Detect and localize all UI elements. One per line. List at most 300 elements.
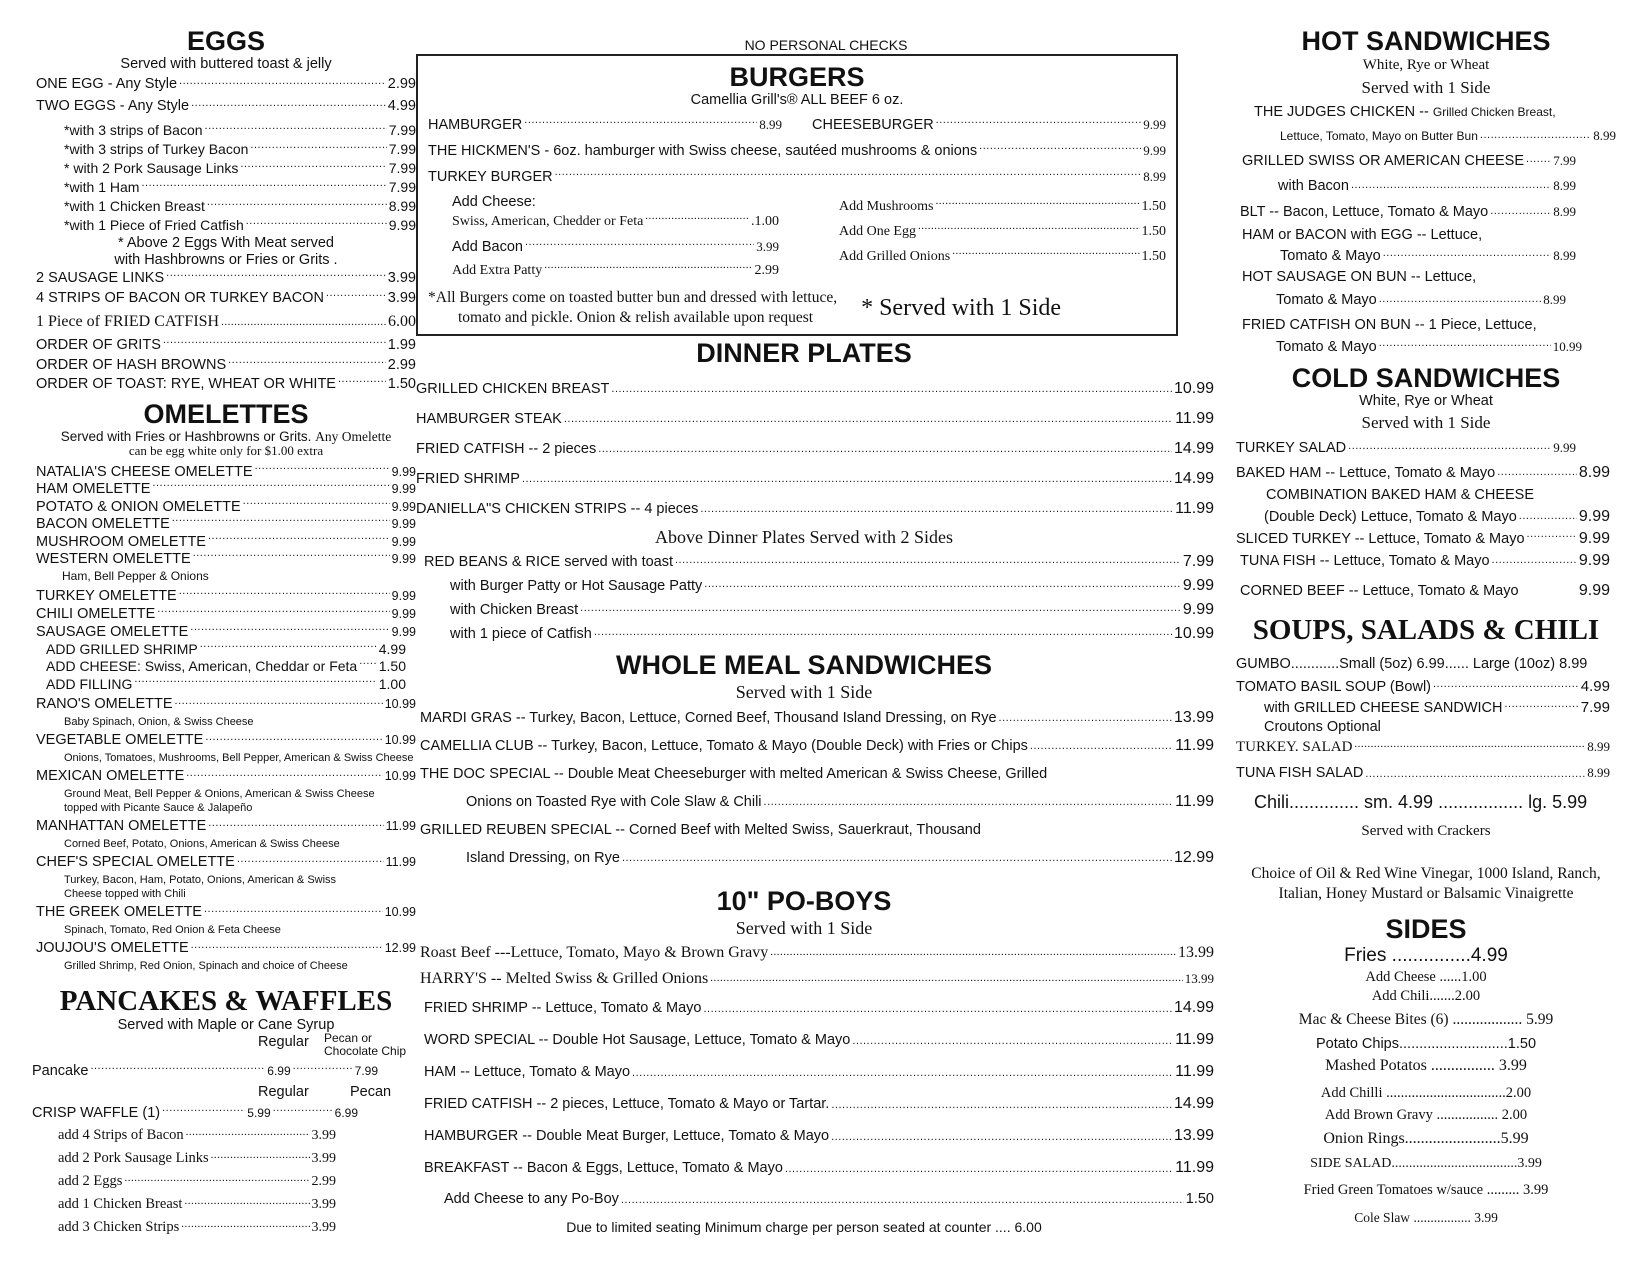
pancake-add	[58, 1170, 336, 1193]
ham-egg-line-1: HAM or BACON with EGG -- Lettuce,	[1242, 227, 1483, 243]
leader-dots	[211, 1150, 310, 1162]
potato-chips-row: Potato Chips...........................1.50	[1315, 1036, 1537, 1052]
egg-extra-item	[36, 308, 416, 336]
item-price: 10.99	[384, 769, 416, 783]
item-name: FRIED SHRIMP	[416, 471, 520, 487]
item-name: with 1 piece of Catfish	[450, 626, 592, 642]
crackers-note: Served with Crackers	[1361, 823, 1491, 839]
dinner-title: DINNER PLATES	[696, 338, 912, 368]
poboy-item	[420, 1152, 1214, 1184]
eggs-note-2: with Hashbrowns or Fries or Grits .	[114, 252, 338, 268]
turkey-burger-row: TURKEY BURGER ..... 8.99	[428, 167, 1166, 187]
croutons-note: Croutons Optional	[1264, 719, 1381, 735]
item-price: 2.99	[387, 356, 416, 373]
burgers-title: BURGERS	[729, 62, 865, 92]
egg-with-item	[64, 197, 416, 216]
red-beans-row: RED BEANS & RICE served with toast ..... 7.99	[424, 550, 1214, 574]
leader-dots	[207, 199, 387, 211]
item-name: 4 STRIPS OF BACON OR TURKEY BACON	[36, 289, 324, 306]
leader-dots	[255, 464, 390, 476]
burger-served-with: * Served with 1 Side	[861, 294, 1062, 321]
omelette-add	[46, 658, 406, 676]
item-price: 11.99	[1175, 1159, 1214, 1176]
leader-dots	[134, 677, 376, 689]
leader-dots	[221, 314, 386, 326]
item-price: 1.50	[387, 376, 416, 392]
item-price: 11.99	[385, 819, 416, 833]
leader-dots	[186, 1127, 310, 1139]
item-price: 1.00	[378, 675, 406, 692]
leader-dots	[208, 818, 383, 830]
omelette-special-desc: Ground Meat, Bell Pepper & Onions, American & Swiss Cheese	[64, 788, 375, 800]
item-name: ORDER OF GRITS	[36, 337, 161, 353]
egg-with-item	[64, 140, 416, 159]
sliced-turkey-row: SLICED TURKEY -- Lettuce, Tomato & Mayo ..... 9.99	[1236, 530, 1616, 548]
omelettes-list	[36, 464, 416, 569]
leader-dots	[326, 290, 386, 302]
pancake-col-pecan: Pecan or Chocolate Chip	[324, 1031, 407, 1058]
item-price: 4.99	[378, 640, 406, 657]
dressing-line-2: Italian, Honey Mustard or Balsamic Vinaigrette	[1278, 885, 1574, 902]
leader-dots	[250, 142, 386, 154]
item-price: 3.99	[387, 270, 416, 286]
item-name: with Chicken Breast	[450, 602, 579, 618]
eggs-list	[36, 73, 416, 117]
leader-dots	[852, 1032, 1173, 1044]
egg-with-item	[64, 178, 416, 197]
item-price: 1.99	[387, 337, 416, 353]
pancake-add	[58, 1216, 336, 1239]
tomato-soup-row: TOMATO BASIL SOUP (Bowl) ..... 4.99	[1236, 676, 1616, 698]
eggs-with-list	[36, 121, 416, 235]
leader-dots	[704, 578, 1181, 590]
item-price: 13.99	[1173, 1127, 1214, 1144]
item-name: BACON OMELETTE	[36, 516, 170, 532]
leader-dots	[208, 534, 390, 546]
omelette-special	[36, 937, 416, 959]
item-price: 11.99	[1175, 1031, 1214, 1048]
omelette-special-desc: Turkey, Bacon, Ham, Potato, Onions, American & Swiss	[64, 874, 337, 886]
poboys-served: Served with 1 Side	[735, 918, 873, 938]
leader-dots	[228, 357, 386, 369]
leader-dots	[594, 626, 1172, 638]
fried-catfish-bun-row: Tomato & Mayo ..... 10.99	[1236, 337, 1616, 357]
item-price: 3.99	[311, 1220, 336, 1235]
dinner-item	[416, 434, 1214, 464]
leader-dots	[200, 642, 377, 654]
add-cheese-row: Swiss, American, Chedder or Feta ..... .1.00	[452, 212, 779, 231]
leader-dots	[163, 337, 386, 349]
omelette-special-desc: Cheese topped with Chili	[64, 888, 186, 900]
poboy-item	[420, 1056, 1214, 1088]
burger-note-2: tomato and pickle. Onion & relish available upon request	[458, 309, 814, 326]
item-name: 2 SAUSAGE LINKS	[36, 270, 165, 286]
leader-dots	[246, 218, 387, 230]
item-price: 11.99	[1175, 410, 1214, 427]
leader-dots	[204, 904, 383, 916]
right-column	[1236, 0, 1616, 1232]
item-price: 2.99	[387, 76, 416, 92]
omelette-item	[36, 623, 416, 641]
item-price: 14.99	[1173, 999, 1214, 1016]
item-name: add 2 Pork Sausage Links	[58, 1150, 209, 1166]
leader-dots	[191, 98, 386, 110]
leader-dots	[700, 501, 1173, 513]
leader-dots	[243, 499, 390, 511]
item-price: 2.99	[311, 1174, 336, 1189]
burger-adds	[428, 193, 1166, 280]
leader-dots	[152, 481, 389, 493]
omelette-item	[36, 587, 416, 605]
dinner-list	[416, 374, 1214, 524]
omelette-add	[46, 641, 406, 659]
mardi-gras-row: MARDI GRAS -- Turkey, Bacon, Lettuce, Corned Beef, Thousand Island Dressing, on Rye ..... 13.99	[420, 704, 1214, 732]
omelettes-subtitle-2: can be egg white only for $1.00 extra	[128, 442, 324, 458]
leader-dots	[205, 123, 387, 135]
add-onions-row: Add Grilled Onions ..... 1.50	[839, 247, 1166, 266]
add-bacon-row: Add Bacon ..... 3.99	[452, 237, 779, 257]
burger-row-1: HAMBURGER ..... 8.99 CHEESEBURGER ..... 9.99	[428, 115, 1166, 135]
leader-dots	[359, 659, 377, 671]
item-price: 9.99	[1182, 601, 1214, 618]
eggs-title: EGGS	[186, 26, 266, 56]
hot-title: HOT SANDWICHES	[1301, 26, 1551, 56]
omelettes-subtitle: Served with Fries or Hashbrowns or Grits. Any Omelette	[60, 428, 392, 444]
item-price: 9.99	[388, 217, 416, 233]
item-name: MUSHROOM OMELETTE	[36, 533, 206, 550]
item-name: 1 Piece of FRIED CATFISH	[36, 313, 220, 330]
item-name: HAMBURGER STEAK	[416, 411, 562, 427]
fries-add-chili: Add Chili.......2.00	[1371, 988, 1481, 1004]
leader-dots	[190, 624, 389, 636]
item-price: 9.99	[391, 624, 416, 639]
combo-line-1: COMBINATION BAKED HAM & CHEESE	[1266, 487, 1535, 503]
item-price: 13.99	[1184, 971, 1214, 986]
baked-ham-row: BAKED HAM -- Lettuce, Tomato & Mayo ..... 8.99	[1236, 460, 1616, 486]
cold-served: Served with 1 Side	[1361, 413, 1491, 432]
leader-dots	[770, 945, 1176, 957]
judges-row: Lettuce, Tomato, Mayo on Butter Bun ..... 8.99	[1236, 123, 1616, 149]
dressing-line-1: Choice of Oil & Red Wine Vinegar, 1000 Island, Ranch,	[1251, 865, 1601, 882]
tuna-salad-row: TUNA FISH SALAD ..... 8.99	[1236, 758, 1616, 788]
item-price: 9.99	[391, 588, 416, 603]
fried-catfish-bun-line-1: FRIED CATFISH ON BUN -- 1 Piece, Lettuce,	[1242, 317, 1537, 333]
omelette-special-desc: Onions, Tomatoes, Mushrooms, Bell Pepper, American & Swiss Cheese	[64, 752, 414, 764]
omelette-item	[36, 534, 416, 552]
doc-special-line-1: THE DOC SPECIAL -- Double Meat Cheeseburger with melted American & Swiss Cheese, Grilled	[420, 766, 1048, 782]
item-name: NATALIA'S CHEESE OMELETTE	[36, 463, 253, 480]
add-egg-row: Add One Egg ..... 1.50	[839, 222, 1166, 241]
fries-row: Fries ...............4.99	[1344, 945, 1508, 966]
leader-dots	[237, 854, 384, 866]
item-name: *with 3 strips of Bacon	[64, 122, 203, 138]
omelettes-title: OMELETTES	[143, 398, 309, 429]
item-name: TWO EGGS - Any Style	[36, 98, 190, 114]
item-name: POTATO & ONION OMELETTE	[36, 498, 241, 515]
leader-dots	[191, 940, 383, 952]
item-price: 7.99	[388, 141, 416, 157]
omelette-item	[36, 551, 416, 569]
leader-dots	[785, 1160, 1173, 1172]
chili-row: Chili.............. sm. 4.99 ................. lg. 5.99	[1254, 792, 1588, 812]
omelette-item	[36, 499, 416, 517]
item-name: add 2 Eggs	[58, 1173, 123, 1189]
left-column	[32, 0, 416, 1239]
poboy-item	[420, 940, 1214, 966]
poboy-item	[420, 992, 1214, 1024]
whole-served: Served with 1 Side	[735, 682, 873, 702]
item-price: 11.99	[1175, 1063, 1214, 1080]
pancake-add	[58, 1147, 336, 1170]
onion-rings-row: Onion Rings........................5.99	[1323, 1130, 1529, 1147]
leader-dots	[184, 1196, 309, 1208]
egg-extra-item	[36, 289, 416, 309]
eggs-note-1: * Above 2 Eggs With Meat served	[118, 235, 334, 251]
leader-dots	[632, 1064, 1173, 1076]
cold-title: COLD SANDWICHES	[1291, 363, 1561, 393]
leader-dots	[522, 471, 1172, 483]
pancakes-title: PANCAKES & WAFFLES	[59, 985, 393, 1017]
doc-special-row: Onions on Toasted Rye with Cole Slaw & Chili ..... 11.99	[420, 788, 1214, 816]
item-name: *with 1 Ham	[64, 179, 140, 195]
red-beans-options	[424, 574, 1214, 646]
item-name: CHEF'S SPECIAL OMELETTE	[36, 854, 235, 870]
item-name: *with 1 Piece of Fried Catfish	[64, 217, 244, 233]
grilled-swiss-bacon-row: with Bacon ..... 8.99	[1236, 173, 1616, 199]
add-mushrooms-row: Add Mushrooms ..... 1.50	[839, 197, 1166, 216]
eggs-extras-list	[36, 269, 416, 395]
waffle-col-regular: Regular	[258, 1084, 309, 1100]
item-name: HAMBURGER -- Double Meat Burger, Lettuce, Tomato & Mayo	[424, 1128, 830, 1144]
leader-dots	[193, 551, 390, 563]
middle-column	[416, 0, 1214, 1240]
item-name: FRIED CATFISH -- 2 pieces, Lettuce, Tomato & Mayo or Tartar.	[424, 1096, 830, 1112]
omelette-special-desc: topped with Picante Sauce & Jalapeño	[64, 802, 253, 814]
hot-sausage-line-1: HOT SAUSAGE ON BUN -- Lettuce,	[1242, 269, 1477, 285]
leader-dots	[564, 411, 1173, 423]
poboy-item	[420, 1088, 1214, 1120]
add-cheese-label: Add Cheese:	[452, 194, 536, 210]
item-name: ADD CHEESE: Swiss, American, Cheddar or Feta	[46, 658, 358, 674]
omelette-specials	[36, 693, 416, 973]
grilled-swiss-row: GRILLED SWISS OR AMERICAN CHEESE ..... 7.99	[1236, 149, 1616, 173]
omelette-add	[46, 676, 406, 694]
item-price: 9.99	[1182, 577, 1214, 594]
poboys-list	[420, 940, 1214, 1184]
add-patty-row: Add Extra Patty ..... 2.99	[452, 261, 779, 280]
burgers-subtitle: Camellia Grill's® ALL BEEF 6 oz.	[690, 92, 904, 108]
egg-extra-item	[36, 375, 416, 395]
poboy-add-cheese-row: Add Cheese to any Po-Boy ..... 1.50	[438, 1184, 1214, 1214]
tuna-fish-row: TUNA FISH -- Lettuce, Tomato & Mayo ..... 9.99	[1236, 548, 1616, 574]
leader-dots	[179, 588, 390, 600]
leader-dots	[181, 1219, 309, 1231]
combo-row: (Double Deck) Lettuce, Tomato & Mayo ..... 9.99	[1236, 504, 1616, 530]
leader-dots	[611, 381, 1172, 393]
item-price: 9.99	[391, 482, 416, 496]
sides-title: SIDES	[1385, 914, 1467, 944]
omelette-special	[36, 901, 416, 923]
gumbo-row: GUMBO............Small (5oz) 6.99...... Large (10oz) 8.99	[1236, 656, 1588, 672]
omelette-item	[36, 605, 416, 623]
item-price: 7.99	[388, 179, 416, 195]
fried-green-tomatoes-row: Fried Green Tomatoes w/sauce ......... 3.99	[1303, 1182, 1549, 1198]
burger-note-1: *All Burgers come on toasted butter bun and dressed with lettuce,	[428, 289, 838, 306]
camellia-club-row: CAMELLIA CLUB -- Turkey, Bacon, Lettuce, Tomato & Mayo (Double Deck) with Fries or Chips ..... 11.99	[420, 732, 1214, 760]
omelette-special-desc: Corned Beef, Potato, Onions, American & Swiss Cheese	[64, 838, 340, 850]
omelette-special	[36, 765, 416, 787]
whole-meal-title: WHOLE MEAL SANDWICHES	[616, 650, 992, 680]
item-name: HAM OMELETTE	[36, 481, 151, 497]
item-name: WESTERN OMELETTE	[36, 551, 191, 567]
item-name: HAM -- Lettuce, Tomato & Mayo	[424, 1064, 631, 1080]
item-price: 12.99	[384, 941, 416, 955]
item-name: add 4 Strips of Bacon	[58, 1127, 184, 1143]
omelette-item	[36, 481, 416, 499]
item-name: with Burger Patty or Hot Sausage Patty	[450, 578, 703, 594]
western-note: Ham, Bell Pepper & Onions	[62, 568, 209, 583]
item-name: ONE EGG - Any Style	[36, 76, 178, 92]
egg-item	[36, 95, 416, 117]
item-name: ORDER OF TOAST: RYE, WHEAT OR WHITE	[36, 376, 336, 392]
ham-egg-row: Tomato & Mayo ..... 8.99	[1236, 245, 1616, 267]
blt-row: BLT -- Bacon, Lettuce, Tomato & Mayo ..... 8.99	[1236, 199, 1616, 225]
item-name: FRIED CATFISH -- 2 pieces	[416, 441, 597, 457]
omelette-special-desc: Grilled Shrimp, Red Onion, Spinach and choice of Cheese	[64, 960, 348, 972]
omelettes-list-2	[36, 587, 416, 641]
leader-dots	[580, 602, 1181, 614]
omelette-special	[36, 693, 416, 715]
mashed-add-chili: Add Chilli .................................2.00	[1320, 1085, 1532, 1101]
item-price: 9.99	[391, 517, 416, 531]
item-name: DANIELLA"S CHICKEN STRIPS -- 4 pieces	[416, 501, 699, 517]
soups-title: SOUPS, SALADS & CHILI	[1252, 614, 1600, 646]
cole-slaw-row: Cole Slaw ................. 3.99	[1354, 1210, 1498, 1225]
leader-dots	[172, 516, 390, 528]
item-name: VEGETABLE OMELETTE	[36, 732, 204, 748]
item-name: HARRY'S -- Melted Swiss & Grilled Onions	[420, 970, 709, 987]
red-beans-option	[450, 622, 1214, 646]
item-price: 10.99	[384, 905, 416, 919]
pancake-add	[58, 1124, 336, 1147]
item-price: 10.99	[1173, 380, 1214, 397]
waffle-col-pecan: Pecan	[350, 1084, 392, 1100]
fries-add-cheese: Add Cheese ......1.00	[1365, 969, 1487, 985]
omelette-special	[36, 815, 416, 837]
mashed-add-gravy: Add Brown Gravy ................. 2.00	[1324, 1107, 1528, 1123]
omelette-special	[36, 729, 416, 751]
dinner-item	[416, 374, 1214, 404]
egg-with-item	[64, 216, 416, 235]
item-price: 3.99	[311, 1197, 336, 1212]
red-beans-option	[450, 598, 1214, 622]
leader-dots	[338, 376, 386, 388]
item-name: RANO'S OMELETTE	[36, 696, 173, 712]
item-price: 11.99	[1175, 500, 1214, 517]
item-name: SAUSAGE OMELETTE	[36, 623, 189, 640]
item-name: ORDER OF HASH BROWNS	[36, 356, 227, 373]
item-name: ADD GRILLED SHRIMP	[46, 640, 198, 657]
item-price: 3.99	[387, 289, 416, 306]
poboy-item	[420, 966, 1214, 992]
item-name: *with 1 Chicken Breast	[64, 198, 205, 214]
egg-item	[36, 73, 416, 95]
item-name: TURKEY OMELETTE	[36, 587, 177, 604]
leader-dots	[179, 76, 386, 88]
dinner-served: Above Dinner Plates Served with 2 Sides	[655, 527, 953, 547]
pancake-add	[58, 1193, 336, 1216]
reuben-line-1: GRILLED REUBEN SPECIAL -- Corned Beef with Melted Swiss, Sauerkraut, Thousand	[420, 822, 981, 838]
item-name: BREAKFAST -- Bacon & Eggs, Lettuce, Tomato & Mayo	[424, 1160, 783, 1176]
item-name: CHILI OMELETTE	[36, 605, 156, 622]
mac-cheese-row: Mac & Cheese Bites (6) .................. 5.99	[1298, 1011, 1554, 1028]
tomato-grilled-row: with GRILLED CHEESE SANDWICH ..... 7.99	[1236, 698, 1616, 718]
waffle-row: CRISP WAFFLE (1) ..... 5.99 ..... 6.99	[32, 1104, 358, 1123]
mashed-potatos-row: Mashed Potatos ................ 3.99	[1325, 1057, 1527, 1074]
item-price: 14.99	[1173, 1095, 1214, 1112]
item-price: 9.99	[391, 552, 416, 566]
leader-dots	[703, 1000, 1171, 1012]
cold-turkey-salad-row: TURKEY SALAD ..... 9.99	[1236, 436, 1616, 460]
leader-dots	[831, 1128, 1172, 1140]
cold-bread: White, Rye or Wheat	[1359, 393, 1493, 409]
item-name: FRIED SHRIMP -- Lettuce, Tomato & Mayo	[424, 1000, 702, 1016]
item-price: 7.99	[388, 122, 416, 138]
leader-dots	[124, 1173, 309, 1185]
item-name: GRILLED CHICKEN BREAST	[416, 381, 610, 397]
reuben-row: Island Dressing, on Rye ..... 12.99	[420, 844, 1214, 872]
item-name: MEXICAN OMELETTE	[36, 768, 185, 784]
item-price: 1.50	[378, 658, 406, 674]
item-price: 13.99	[1178, 944, 1214, 961]
turkey-salad-row: TURKEY. SALAD ..... 8.99	[1236, 736, 1616, 758]
omelette-item	[36, 464, 416, 482]
omelette-special-desc: Baby Spinach, Onion, & Swiss Cheese	[64, 716, 254, 728]
omelette-adds	[36, 641, 416, 694]
leader-dots	[166, 270, 386, 282]
item-price: 10.99	[1173, 625, 1214, 642]
side-salad-row: SIDE SALAD....................................3.99	[1310, 1156, 1542, 1171]
omelette-special-desc: Spinach, Tomato, Red Onion & Feta Cheese	[64, 924, 281, 936]
item-price: 14.99	[1173, 440, 1214, 457]
item-price: 6.00	[388, 313, 416, 330]
item-name: JOUJOU'S OMELETTE	[36, 940, 189, 956]
poboy-item	[420, 1120, 1214, 1152]
dinner-item	[416, 464, 1214, 494]
item-price: 9.99	[391, 464, 416, 479]
egg-extra-item	[36, 356, 416, 376]
dinner-item	[416, 494, 1214, 524]
item-name: THE GREEK OMELETTE	[36, 904, 202, 920]
pancake-row: Pancake ..... 6.99 ..... 7.99	[32, 1062, 378, 1081]
leader-dots	[598, 441, 1172, 453]
corned-beef-row: CORNED BEEF -- Lettuce, Tomato & Mayo ..... 9.99	[1236, 574, 1616, 608]
item-price: 10.99	[384, 697, 416, 711]
egg-with-item	[64, 159, 416, 178]
hot-sausage-row: Tomato & Mayo ..... 8.99	[1236, 287, 1616, 313]
poboys-title: 10" PO-BOYS	[716, 886, 892, 916]
item-price: 4.99	[387, 98, 416, 114]
item-price: 7.99	[388, 160, 416, 176]
item-name: MANHATTAN OMELETTE	[36, 818, 207, 834]
omelette-special	[36, 851, 416, 873]
minimum-charge: Due to limited seating Minimum charge per person seated at counter .... 6.00	[566, 1219, 1042, 1235]
judges-line-1: THE JUDGES CHICKEN -- Grilled Chicken Breast,	[1254, 104, 1556, 120]
item-price: 11.99	[385, 855, 416, 869]
item-price: 9.99	[391, 534, 416, 549]
eggs-subtitle: Served with buttered toast & jelly	[120, 56, 332, 72]
hot-served: Served with 1 Side	[1361, 78, 1491, 97]
